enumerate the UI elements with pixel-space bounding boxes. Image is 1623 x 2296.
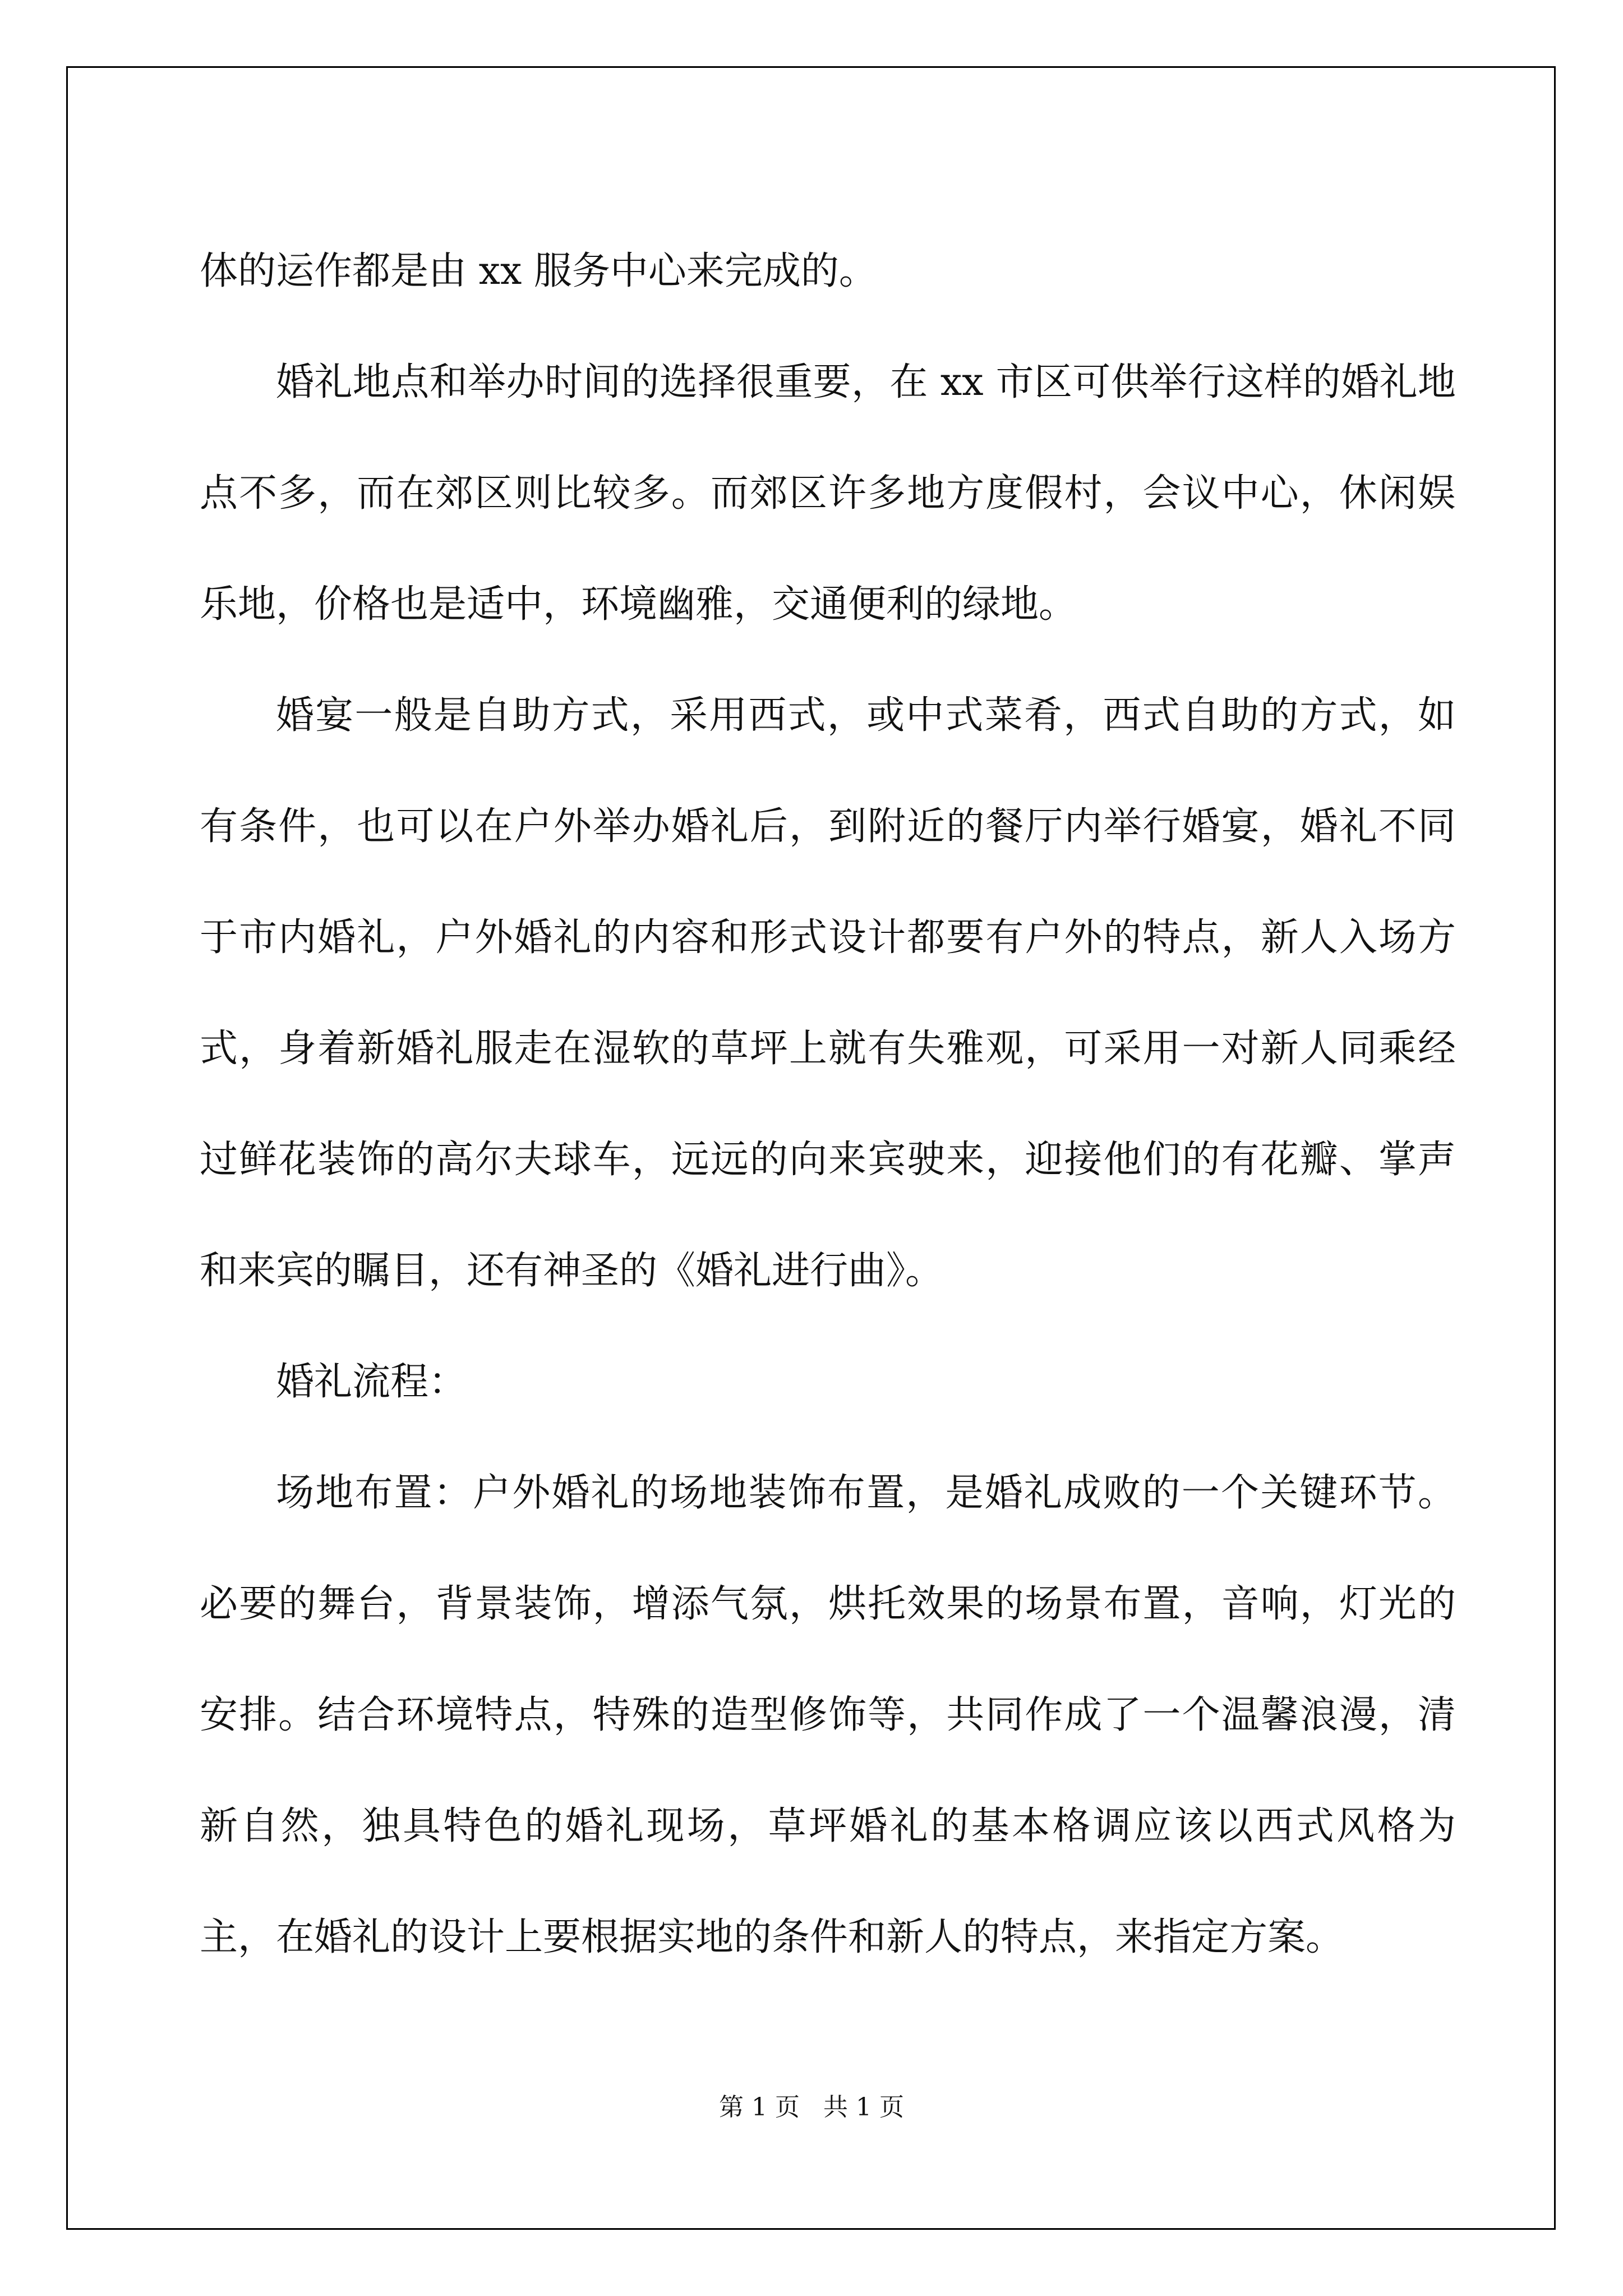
paragraph: 婚宴一般是自助方式，采用西式，或中式菜肴，西式自助的方式，如有条件，也可以在户外举办婚礼后，到附近的餐厅内举行婚宴，婚礼不同于市内婚礼，户外婚礼的内容和形式设计都要有户外的特点，新人入场方式，身着新婚礼服走在湿软的草坪上就有失雅观，可采用一对新人同乘经过鲜花装饰的高尔夫球车，远远的向来宾驶来，迎接他们的有花瓣、掌声和来宾的瞩目，还有神圣的《婚礼进行曲》。 <box>200 693 1456 1293</box>
paragraph: 婚礼流程： <box>276 1360 467 1404</box>
paragraph: 场地布置：户外婚礼的场地装饰布置，是婚礼成败的一个关键环节。必要的舞台，背景装饰，增添气氛，烘托效果的场景布置，音响，灯光的安排。结合环境特点，特殊的造型修饰等，共同作成了一个温馨浪漫，清新自然，独具特色的婚礼现场，草坪婚礼的基本格调应该以西式风格为主，在婚礼的设计上要根据实地的条件和新人的特点，来指定方案。 <box>200 1471 1456 1959</box>
paragraph: 体的运作都是由 xx 服务中心来完成的。 <box>200 249 877 293</box>
page-number-footer: 第 1 页 共 1 页 <box>719 2093 904 2122</box>
document-body <box>200 216 1456 1993</box>
paragraph: 婚礼地点和举办时间的选择很重要，在 xx 市区可供举行这样的婚礼地点不多，而在郊区则比较多。而郊区许多地方度假村，会议中心，休闲娱乐地，价格也是适中，环境幽雅，交通便利的绿地。 <box>200 360 1456 627</box>
